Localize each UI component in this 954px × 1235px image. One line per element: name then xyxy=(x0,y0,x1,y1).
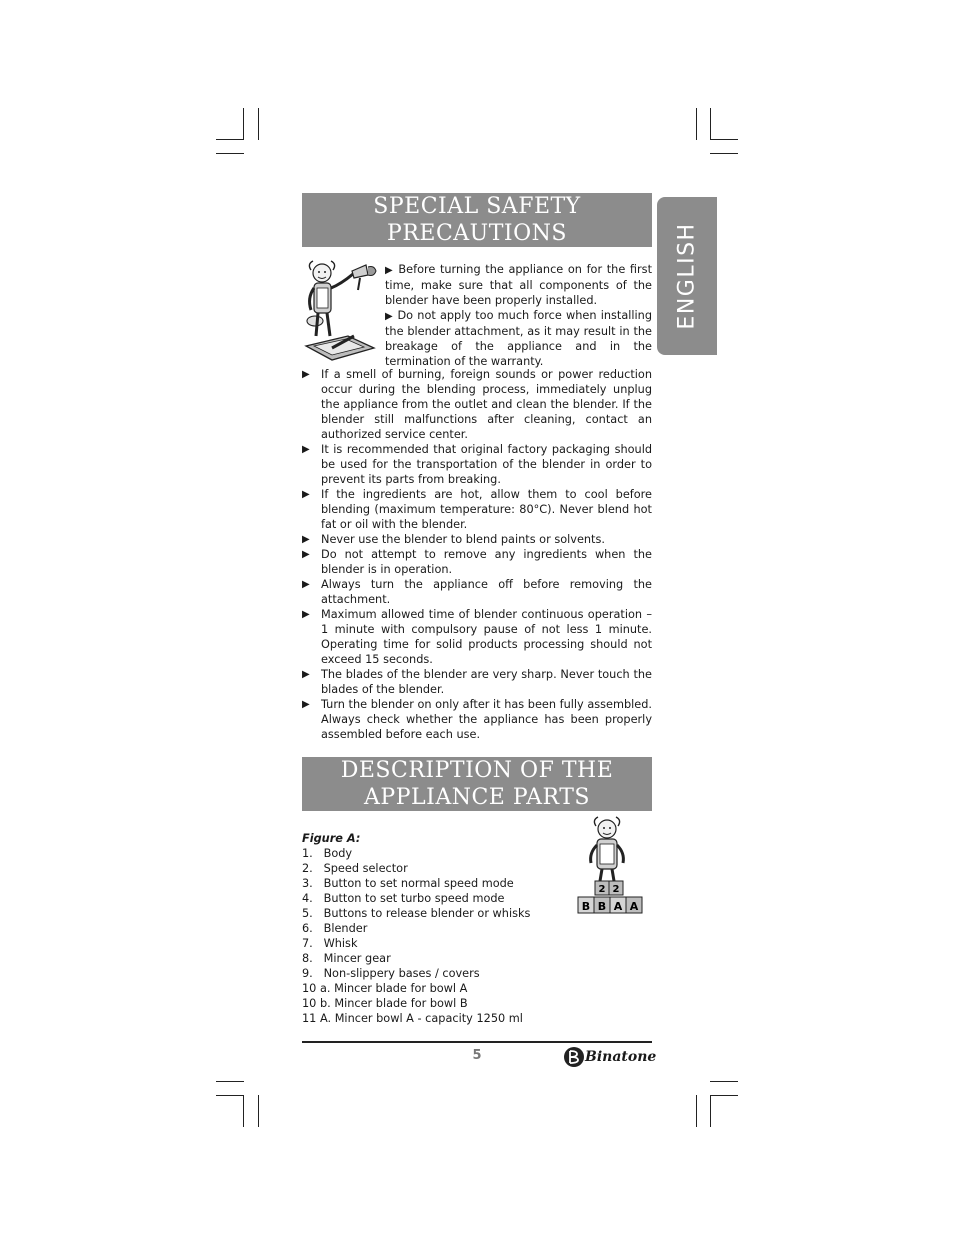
list-item-text: Maximum allowed time of blender continuous operation – 1 minute with compulsory pause of not less 1 minute. Operating time for solid products processing should not exceed 15 seconds. xyxy=(321,608,652,666)
part-number: 10 a. xyxy=(302,982,331,995)
safety-intro-item xyxy=(385,308,652,369)
bullet-arrow-icon: ▶ xyxy=(302,669,310,680)
language-label: ENGLISH xyxy=(674,222,700,330)
part-number: 8. xyxy=(302,952,313,965)
brand-logo xyxy=(563,1045,657,1071)
list-item xyxy=(302,487,652,532)
part-label: Body xyxy=(323,847,353,860)
safety-intro-item xyxy=(385,262,652,308)
figure-label: Figure A: xyxy=(302,832,361,845)
part-number: 7. xyxy=(302,937,313,950)
page-number: 5 xyxy=(472,1048,482,1063)
list-item xyxy=(302,367,652,442)
list-item xyxy=(302,921,562,936)
letter-block xyxy=(595,881,609,895)
crop-mark xyxy=(710,153,738,154)
footer-rule xyxy=(302,1041,652,1043)
list-item xyxy=(302,906,562,921)
part-label: Non-slippery bases / covers xyxy=(323,967,480,980)
part-label: Blender xyxy=(323,922,368,935)
bullet-arrow-icon: ▶ xyxy=(302,549,310,560)
block-letter: A xyxy=(613,900,623,913)
crop-mark xyxy=(710,1095,738,1096)
list-item-text: Do not attempt to remove any ingredients when the blender is in operation. xyxy=(321,548,652,576)
bullet-arrow-icon: ▶ xyxy=(302,489,310,500)
part-label: Mincer blade for bowl A xyxy=(334,982,468,995)
safety-list xyxy=(302,367,652,742)
crop-mark xyxy=(216,153,244,154)
safety-intro-text: Do not apply too much force when installing the blender attachment, as it may result in the breakage of the appliance and in the termination of the warranty. xyxy=(385,309,652,368)
bullet-arrow-icon: ▶ xyxy=(302,534,310,545)
block-letter: 2 xyxy=(598,884,606,895)
list-item-text: Always turn the appliance off before removing the attachment. xyxy=(321,578,652,606)
crop-mark xyxy=(258,1095,259,1127)
binatone-logo-icon xyxy=(563,1045,585,1069)
list-item-text: Turn the blender on only after it has been fully assembled. Always check whether the appliance has been properly assembled before each use. xyxy=(321,698,652,741)
crop-mark xyxy=(243,1095,244,1127)
part-label: Whisk xyxy=(323,937,358,950)
list-item-text: If a smell of burning, foreign sounds or power reduction occur during the blending process, immediately unplug the appliance from the outlet and clean the blender. If the blender still malfunctions after cleaning, contact an authorized service center. xyxy=(321,368,652,441)
safety-title-line1: SPECIAL SAFETY xyxy=(373,194,581,219)
list-item-text: Never use the blender to blend paints or solvents. xyxy=(321,533,605,546)
list-item xyxy=(302,846,562,861)
bullet-arrow-icon: ▶ xyxy=(302,699,310,710)
list-item xyxy=(302,936,562,951)
crop-mark xyxy=(710,139,738,140)
list-item xyxy=(302,577,652,607)
bullet-arrow-icon: ▶ xyxy=(302,444,310,455)
safety-title-line2: PRECAUTIONS xyxy=(387,221,567,246)
parts-title-line2: APPLIANCE PARTS xyxy=(364,785,590,810)
crop-mark xyxy=(710,1095,711,1127)
letter-block xyxy=(578,897,594,913)
crop-mark xyxy=(258,108,259,140)
list-item xyxy=(302,547,652,577)
part-number: 5. xyxy=(302,907,313,920)
list-item xyxy=(302,951,562,966)
list-item xyxy=(302,667,652,697)
letter-block xyxy=(626,897,642,913)
brand-name: Binatone xyxy=(585,1049,657,1065)
part-label: Speed selector xyxy=(323,862,408,875)
list-item xyxy=(302,697,652,742)
part-number: 9. xyxy=(302,967,313,980)
list-item xyxy=(302,532,652,547)
list-item xyxy=(302,966,562,981)
part-number: 2. xyxy=(302,862,313,875)
block-letter: B xyxy=(597,900,607,913)
crop-mark xyxy=(696,108,697,140)
block-letter: B xyxy=(581,900,591,913)
list-item xyxy=(302,442,652,487)
chef-on-blocks-illustration xyxy=(575,815,653,923)
part-label: Mincer gear xyxy=(323,952,391,965)
letter-block xyxy=(594,897,610,913)
parts-title-line1: DESCRIPTION OF THE xyxy=(340,758,614,783)
part-number: 6. xyxy=(302,922,313,935)
list-item xyxy=(302,1011,562,1026)
crop-mark xyxy=(216,1081,244,1082)
language-tab xyxy=(657,197,717,355)
list-item xyxy=(302,996,562,1011)
chef-blender-illustration xyxy=(302,258,382,366)
list-item xyxy=(302,876,562,891)
crop-mark xyxy=(696,1095,697,1127)
crop-mark xyxy=(216,1095,244,1096)
part-number: 1. xyxy=(302,847,313,860)
letter-block xyxy=(609,881,623,895)
part-number: 3. xyxy=(302,877,313,890)
part-number: 4. xyxy=(302,892,313,905)
crop-mark xyxy=(216,139,244,140)
block-letter: A xyxy=(629,900,639,913)
bullet-arrow-icon: ▶ xyxy=(385,311,394,322)
part-label: Buttons to release blender or whisks xyxy=(323,907,531,920)
block-letter: 2 xyxy=(612,884,620,895)
list-item xyxy=(302,981,562,996)
part-label: Mincer bowl A - capacity 1250 ml xyxy=(334,1012,523,1025)
part-label: Button to set normal speed mode xyxy=(323,877,514,890)
crop-mark xyxy=(243,108,244,140)
list-item-text: It is recommended that original factory packaging should be used for the transportation of the blender in order to prevent its parts from breaking. xyxy=(321,443,652,486)
bullet-arrow-icon: ▶ xyxy=(302,579,310,590)
safety-section-title xyxy=(302,193,652,247)
bullet-arrow-icon: ▶ xyxy=(385,265,394,276)
part-number: 11 A. xyxy=(302,1012,332,1025)
list-item xyxy=(302,891,562,906)
list-item xyxy=(302,607,652,667)
safety-intro xyxy=(385,262,652,369)
part-label: Button to set turbo speed mode xyxy=(323,892,505,905)
list-item xyxy=(302,861,562,876)
list-item-text: The blades of the blender are very sharp. Never touch the blades of the blender. xyxy=(321,668,652,696)
letter-block xyxy=(610,897,626,913)
crop-mark xyxy=(710,1081,738,1082)
safety-intro-text: Before turning the appliance on for the first time, make sure that all components of the blender have been properly installed. xyxy=(385,263,652,307)
parts-section-title xyxy=(302,757,652,811)
list-item-text: If the ingredients are hot, allow them to cool before blending (maximum temperature: 80°C). Never blend hot fat or oil with the blender. xyxy=(321,488,652,531)
parts-list xyxy=(302,831,562,1026)
bullet-arrow-icon: ▶ xyxy=(302,609,310,620)
part-label: Mincer blade for bowl B xyxy=(334,997,468,1010)
bullet-arrow-icon: ▶ xyxy=(302,369,310,380)
part-number: 10 b. xyxy=(302,997,331,1010)
crop-mark xyxy=(710,108,711,140)
